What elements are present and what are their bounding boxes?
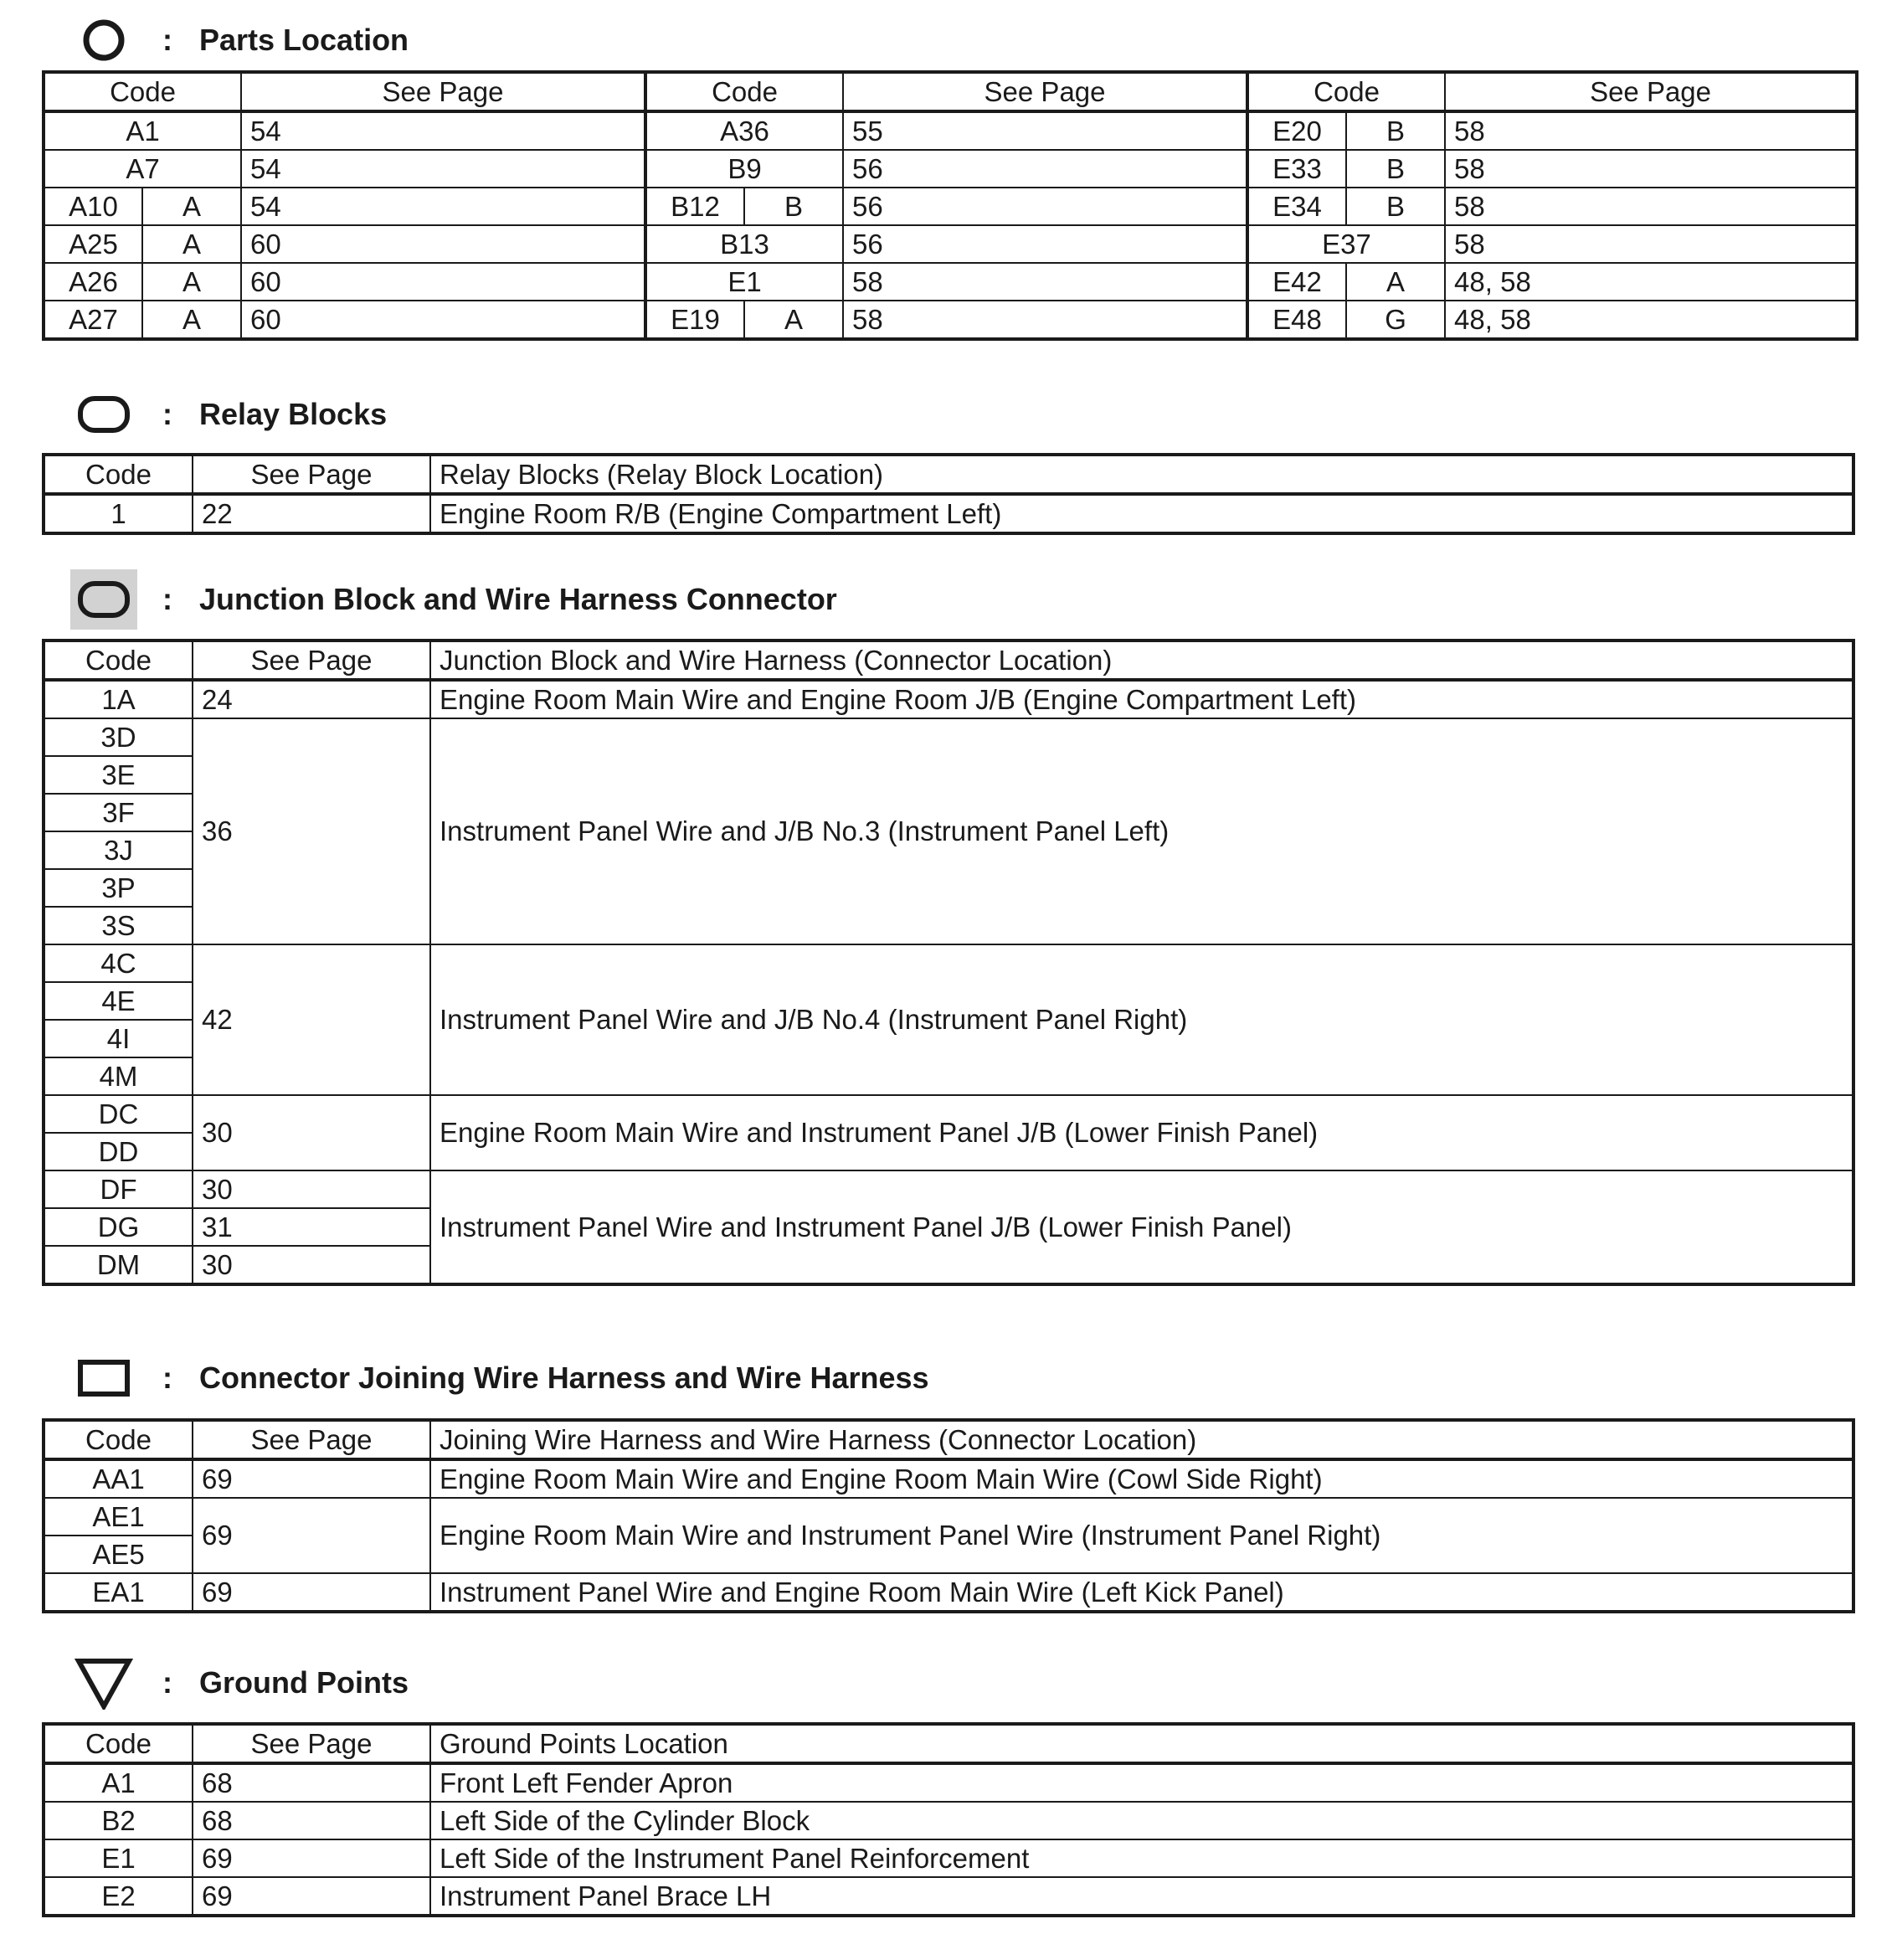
description-cell: Engine Room Main Wire and Instrument Panel J/B (Lower Finish Panel): [430, 1095, 1853, 1170]
code-cell: E34: [1247, 188, 1346, 225]
joining-connector-heading: [70, 1345, 929, 1412]
section-title: Ground Points: [199, 1665, 409, 1700]
page-cell: 30: [193, 1170, 430, 1208]
page-cell: 56: [843, 188, 1247, 225]
page-cell: 30: [193, 1095, 430, 1170]
rounded-rect-icon: [70, 381, 137, 448]
table-header-row: [44, 455, 1853, 494]
section-title: Junction Block and Wire Harness Connector: [199, 582, 837, 616]
table-row: [44, 718, 1853, 756]
table-row: [44, 225, 1857, 263]
sub-code-cell: B: [1346, 150, 1445, 188]
table-row: [44, 944, 1853, 982]
code-cell: A27: [44, 301, 142, 339]
code-header: Code: [44, 1724, 193, 1763]
code-cell: A1: [44, 1763, 193, 1802]
code-cell: DC: [44, 1095, 193, 1133]
description-cell: Instrument Panel Brace LH: [430, 1877, 1853, 1916]
code-cell: E33: [1247, 150, 1346, 188]
page-cell: 54: [241, 188, 645, 225]
code-cell: 1: [44, 494, 193, 533]
see-page-header: See Page: [843, 72, 1247, 111]
table-row: [44, 263, 1857, 301]
page-cell: 69: [193, 1839, 430, 1877]
page-cell: 42: [193, 944, 430, 1095]
code-cell: A7: [44, 150, 241, 188]
table-header-row: [44, 640, 1853, 680]
page-cell: 69: [193, 1877, 430, 1916]
relay-blocks-heading: [70, 381, 387, 448]
section-colon: :: [162, 1361, 172, 1395]
parts-location-body: [44, 72, 1857, 339]
sub-code-cell: B: [1346, 188, 1445, 225]
code-header: Code: [645, 72, 843, 111]
sub-code-cell: A: [142, 263, 241, 301]
description-header: Junction Block and Wire Harness (Connector Location): [430, 640, 1853, 680]
page-cell: 58: [1445, 225, 1857, 263]
code-cell: 3D: [44, 718, 193, 756]
page-cell: 54: [241, 150, 645, 188]
section-title: Relay Blocks: [199, 397, 388, 431]
code-cell: A1: [44, 111, 241, 150]
section-colon: :: [162, 23, 172, 57]
see-page-header: See Page: [193, 1724, 430, 1763]
rectangle-icon: [70, 1345, 137, 1412]
page-cell: 69: [193, 1498, 430, 1573]
table-row: [44, 1170, 1853, 1208]
table-row: [44, 150, 1857, 188]
code-cell: AE5: [44, 1536, 193, 1573]
description-cell: Left Side of the Instrument Panel Reinforcement: [430, 1839, 1853, 1877]
page-cell: 30: [193, 1246, 430, 1284]
sub-code-cell: A: [142, 188, 241, 225]
code-cell: E19: [645, 301, 744, 339]
description-cell: Instrument Panel Wire and J/B No.4 (Instrument Panel Right): [430, 944, 1853, 1095]
description-header: Relay Blocks (Relay Block Location): [430, 455, 1853, 494]
page-cell: 36: [193, 718, 430, 944]
page-cell: 58: [1445, 111, 1857, 150]
code-header: Code: [44, 1420, 193, 1459]
code-cell: A26: [44, 263, 142, 301]
section-colon: :: [162, 582, 172, 616]
see-page-header: See Page: [241, 72, 645, 111]
code-cell: 3E: [44, 756, 193, 794]
table-row: [44, 1498, 1853, 1536]
code-cell: E37: [1247, 225, 1445, 263]
code-cell: AE1: [44, 1498, 193, 1536]
sub-code-cell: A: [142, 225, 241, 263]
relay-blocks-table: [42, 453, 1855, 535]
code-cell: 1A: [44, 680, 193, 718]
sub-code-cell: G: [1346, 301, 1445, 339]
parts-location-table: [42, 70, 1858, 341]
code-header: Code: [44, 455, 193, 494]
joining-connector-body: [44, 1420, 1853, 1612]
sub-code-cell: B: [1346, 111, 1445, 150]
code-cell: 3S: [44, 907, 193, 944]
code-cell: B9: [645, 150, 843, 188]
code-cell: B2: [44, 1802, 193, 1839]
table-row: [44, 680, 1853, 718]
page-cell: 68: [193, 1763, 430, 1802]
code-cell: B12: [645, 188, 744, 225]
table-row: [44, 188, 1857, 225]
page-cell: 48, 58: [1445, 263, 1857, 301]
page-cell: 69: [193, 1459, 430, 1498]
page-cell: 60: [241, 301, 645, 339]
code-cell: E42: [1247, 263, 1346, 301]
code-header: Code: [1247, 72, 1445, 111]
sub-code-cell: B: [744, 188, 843, 225]
triangle-down-icon: [70, 1649, 137, 1716]
page-cell: 31: [193, 1208, 430, 1246]
page-cell: 56: [843, 150, 1247, 188]
page-cell: 58: [843, 263, 1247, 301]
joining-connector-table: [42, 1418, 1855, 1613]
code-cell: A10: [44, 188, 142, 225]
code-cell: B13: [645, 225, 843, 263]
sub-code-cell: A: [1346, 263, 1445, 301]
description-cell: Engine Room R/B (Engine Compartment Left): [430, 494, 1853, 533]
section-colon: :: [162, 397, 172, 431]
page-cell: 58: [1445, 150, 1857, 188]
parts-location-heading: [70, 7, 409, 74]
sub-code-cell: A: [744, 301, 843, 339]
section-colon: :: [162, 1665, 172, 1700]
description-cell: Instrument Panel Wire and Engine Room Main Wire (Left Kick Panel): [430, 1573, 1853, 1612]
page-cell: 69: [193, 1573, 430, 1612]
description-header: Ground Points Location: [430, 1724, 1853, 1763]
code-cell: 3J: [44, 831, 193, 869]
page-cell: 56: [843, 225, 1247, 263]
code-cell: E1: [645, 263, 843, 301]
page-cell: 54: [241, 111, 645, 150]
code-cell: 3P: [44, 869, 193, 907]
description-cell: Engine Room Main Wire and Instrument Panel Wire (Instrument Panel Right): [430, 1498, 1853, 1573]
description-cell: Engine Room Main Wire and Engine Room J/B (Engine Compartment Left): [430, 680, 1853, 718]
code-cell: 3F: [44, 794, 193, 831]
description-cell: Front Left Fender Apron: [430, 1763, 1853, 1802]
page-cell: 60: [241, 225, 645, 263]
circle-icon: [70, 7, 137, 74]
page-cell: 22: [193, 494, 430, 533]
code-cell: DM: [44, 1246, 193, 1284]
section-title: Connector Joining Wire Harness and Wire Harness: [199, 1361, 929, 1395]
table-row: [44, 1802, 1853, 1839]
description-cell: Engine Room Main Wire and Engine Room Main Wire (Cowl Side Right): [430, 1459, 1853, 1498]
ground-points-body: [44, 1724, 1853, 1916]
sub-code-cell: A: [142, 301, 241, 339]
page-cell: 55: [843, 111, 1247, 150]
page-cell: 24: [193, 680, 430, 718]
page-cell: 58: [1445, 188, 1857, 225]
code-cell: EA1: [44, 1573, 193, 1612]
code-cell: 4M: [44, 1057, 193, 1095]
see-page-header: See Page: [193, 1420, 430, 1459]
code-cell: E2: [44, 1877, 193, 1916]
table-row: [44, 1459, 1853, 1498]
table-row: [44, 494, 1853, 533]
table-row: [44, 1095, 1853, 1133]
table-row: [44, 111, 1857, 150]
code-cell: E20: [1247, 111, 1346, 150]
table-row: [44, 1877, 1853, 1916]
code-cell: A36: [645, 111, 843, 150]
code-cell: 4I: [44, 1020, 193, 1057]
table-header-row: [44, 1724, 1853, 1763]
table-row: [44, 301, 1857, 339]
section-title: Parts Location: [199, 23, 409, 57]
code-cell: DF: [44, 1170, 193, 1208]
see-page-header: See Page: [193, 640, 430, 680]
junction-block-table: [42, 639, 1855, 1286]
description-cell: Instrument Panel Wire and J/B No.3 (Instrument Panel Left): [430, 718, 1853, 944]
code-cell: E48: [1247, 301, 1346, 339]
junction-block-heading: [70, 566, 837, 633]
junction-block-body: [44, 640, 1853, 1284]
page-cell: 58: [843, 301, 1247, 339]
shaded-rounded-rect-icon: [70, 566, 137, 633]
table-row: [44, 1839, 1853, 1877]
page-cell: 68: [193, 1802, 430, 1839]
code-cell: 4E: [44, 982, 193, 1020]
description-cell: Left Side of the Cylinder Block: [430, 1802, 1853, 1839]
table-header-row: [44, 1420, 1853, 1459]
see-page-header: See Page: [193, 455, 430, 494]
description-cell: Instrument Panel Wire and Instrument Panel J/B (Lower Finish Panel): [430, 1170, 1853, 1284]
code-header: Code: [44, 640, 193, 680]
table-row: [44, 1763, 1853, 1802]
code-header: Code: [44, 72, 241, 111]
code-cell: E1: [44, 1839, 193, 1877]
code-cell: AA1: [44, 1459, 193, 1498]
code-cell: DD: [44, 1133, 193, 1170]
code-cell: 4C: [44, 944, 193, 982]
ground-points-heading: [70, 1649, 409, 1716]
ground-points-table: [42, 1722, 1855, 1917]
code-cell: A25: [44, 225, 142, 263]
page-cell: 48, 58: [1445, 301, 1857, 339]
table-row: [44, 1573, 1853, 1612]
page-cell: 60: [241, 263, 645, 301]
description-header: Joining Wire Harness and Wire Harness (Connector Location): [430, 1420, 1853, 1459]
code-cell: DG: [44, 1208, 193, 1246]
see-page-header: See Page: [1445, 72, 1857, 111]
table-header-row: [44, 72, 1857, 111]
